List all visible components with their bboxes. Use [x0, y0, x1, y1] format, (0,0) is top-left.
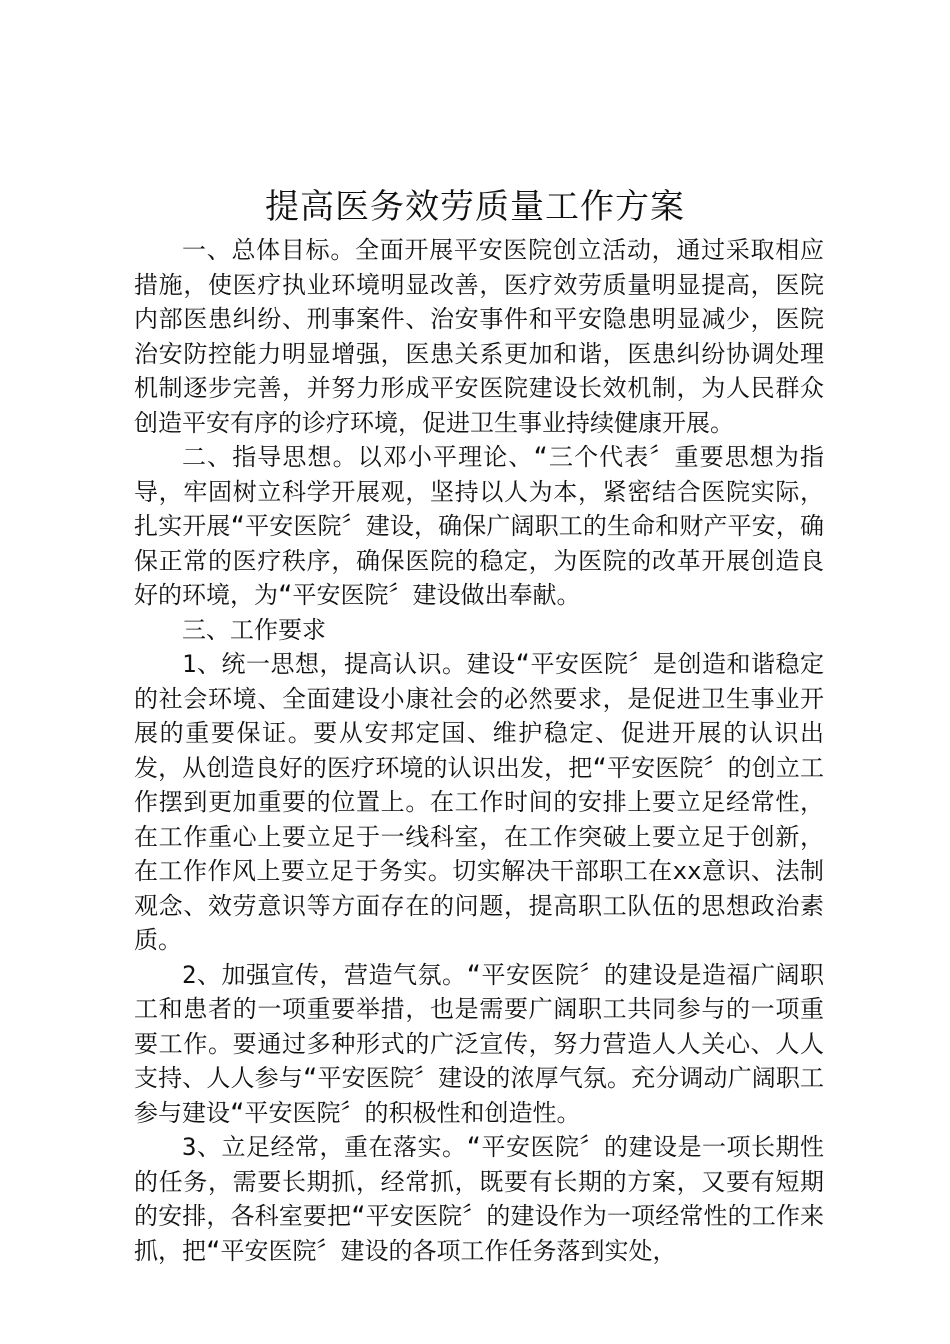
paragraph-overall-goal: 一、总体目标。全面开展平安医院创立活动，通过采取相应措施，使医疗执业环境明显改善，医疗效劳质量明显提高，医院内部医患纠纷、刑事案件、治安事件和平安隐患明显减少，医院治安防控能力明显增强，医患关系更加和谐，医患纠纷协调处理机制逐步完善，并努力形成平安医院建设长效机制，为人民群众创造平安有序的诊疗环境，促进卫生事业持续健康开展。	[134, 236, 824, 437]
paragraph-requirement-1: 1、统一思想，提高认识。建设“平安医院〞是创造和谐稳定的社会环境、全面建设小康社会的必然要求，是促进卫生事业开展的重要保证。要从安邦定国、维护稳定、促进开展的认识出发，从创造良好的医疗环境的认识出发，把“平安医院〞的创立工作摆到更加重要的位置上。在工作时间的安排上要立足经常性，在工作重心上要立足于一线科室，在工作突破上要立足于创新，在工作作风上要立足于务实。切实解决干部职工在xx意识、法制观念、效劳意识等方面存在的问题，提高职工队伍的思想政治素质。	[134, 650, 824, 954]
paragraph-requirement-2: 2、加强宣传，营造气氛。“平安医院〞的建设是造福广阔职工和患者的一项重要举措，也是需要广阔职工共同参与的一项重要工作。要通过多种形式的广泛宣传，努力营造人人关心、人人支持、人人参与“平安医院〞建设的浓厚气氛。充分调动广阔职工参与建设“平安医院〞的积极性和创造性。	[134, 960, 824, 1127]
document-body	[134, 233, 824, 1268]
document-title: 提高医务效劳质量工作方案	[265, 187, 685, 227]
paragraph-guiding-ideology: 二、指导思想。以邓小平理论、“三个代表〞重要思想为指导，牢固树立科学开展观，坚持以人为本，紧密结合医院实际，扎实开展“平安医院〞建设，确保广阔职工的生命和财产平安，确保正常的医疗秩序，确保医院的稳定，为医院的改革开展创造良好的环境，为“平安医院〞建设做出奉献。	[134, 443, 824, 609]
heading-work-requirements: 三、工作要求	[182, 615, 326, 644]
paragraph-requirement-3: 3、立足经常，重在落实。“平安医院〞的建设是一项长期性的任务，需要长期抓，经常抓，既要有长期的方案，又要有短期的安排，各科室要把“平安医院〞的建设作为一项经常性的工作来抓，把“平安医院〞建设的各项工作任务落到实处，	[134, 1133, 824, 1265]
